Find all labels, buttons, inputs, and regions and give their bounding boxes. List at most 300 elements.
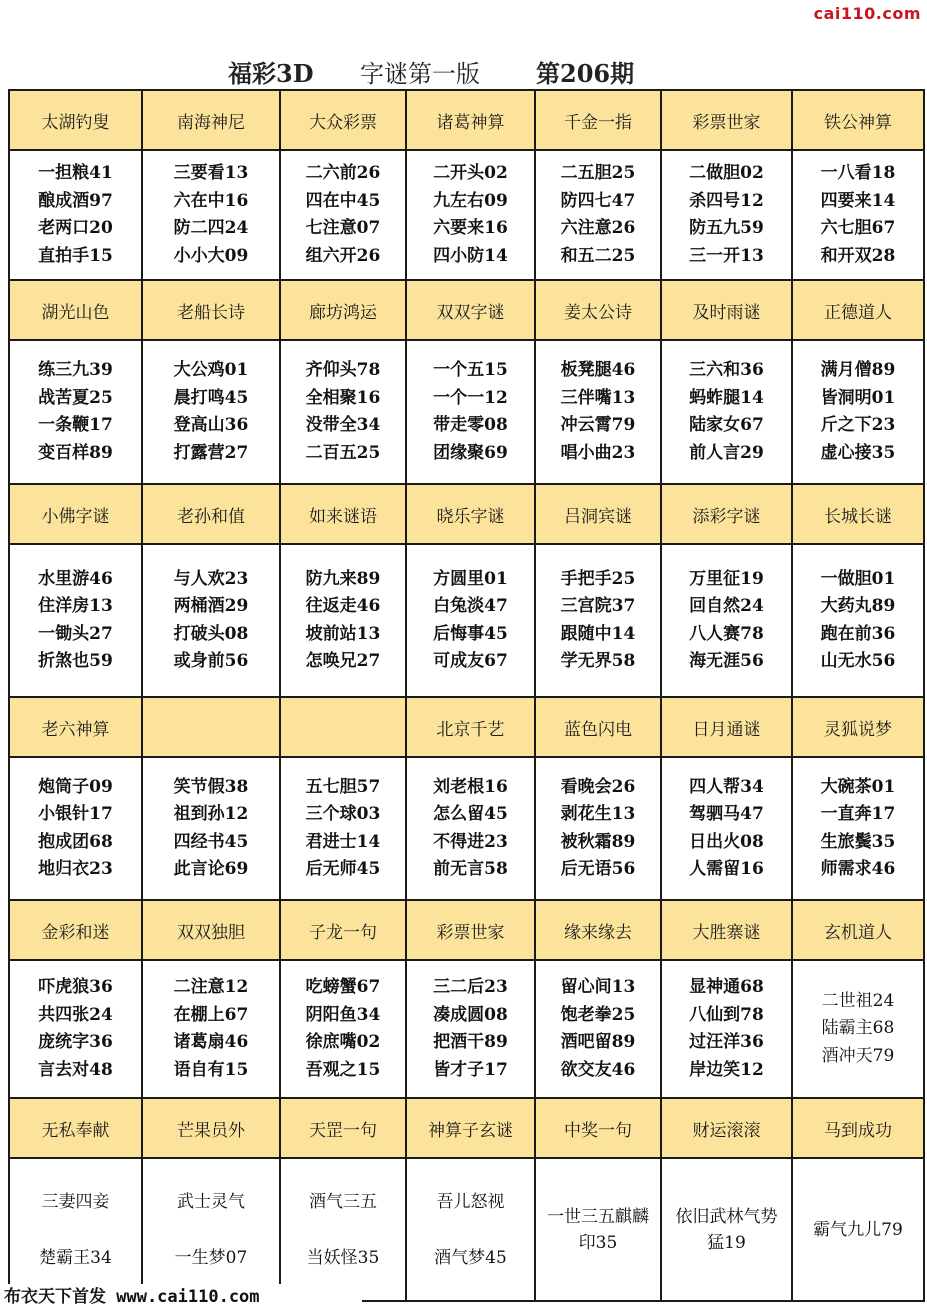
riddle-cell [280, 757, 406, 900]
riddle-cell [535, 1158, 661, 1301]
riddle-line: 打露营27 [173, 442, 249, 463]
riddle-cell [9, 1158, 142, 1301]
riddle-line: 万里征19 [689, 568, 764, 589]
riddle-lines [281, 357, 405, 467]
riddle-line: 变百样89 [38, 442, 113, 463]
riddle-line: 和开双28 [820, 245, 896, 266]
section-header-cell [142, 90, 280, 150]
riddle-lines [281, 566, 405, 676]
riddle-lines [10, 774, 141, 884]
riddle-line: 七注意07 [305, 218, 381, 238]
section-header-cell [661, 900, 792, 960]
riddle-line: 剥花生13 [560, 804, 636, 824]
riddle-line: 酒气梦45 [434, 1247, 507, 1268]
expert-name: 大众彩票 [309, 112, 377, 133]
riddle-cell [661, 960, 792, 1098]
riddle-line: 板凳腿46 [560, 360, 636, 380]
riddle-line: 三宫院37 [560, 596, 636, 616]
riddle-line: 显神通68 [689, 977, 764, 997]
riddle-line: 六要来16 [433, 218, 508, 238]
riddle-lines [793, 357, 923, 467]
riddle-cell [792, 960, 924, 1098]
riddle-line: 陆家女67 [689, 415, 764, 435]
riddle-lines [407, 1174, 534, 1286]
riddle-line: 二开头02 [433, 163, 508, 183]
riddle-line: 酒吧留89 [560, 1032, 636, 1052]
riddle-line: 皆洞明01 [820, 387, 896, 408]
section-header-cell [792, 697, 924, 757]
riddle-line: 共四张24 [38, 1004, 113, 1025]
section-body-row [9, 150, 924, 280]
riddle-line: 八人赛78 [689, 623, 764, 644]
riddle-lines [662, 1204, 791, 1256]
section-body-row [9, 1158, 924, 1301]
section-header-cell [535, 1098, 661, 1158]
riddle-cell [535, 340, 661, 484]
riddle-line: 后无师45 [305, 859, 381, 879]
riddle-line: 登高山36 [173, 415, 249, 435]
riddle-cell [9, 960, 142, 1098]
expert-name: 诸葛神算 [436, 112, 505, 133]
riddle-line: 君进士14 [305, 831, 381, 852]
riddle-line: 皆才子17 [433, 1059, 508, 1080]
riddle-line: 唱小曲23 [560, 442, 636, 463]
riddle-line: 或身前56 [173, 651, 249, 671]
riddle-line: 一锄头27 [38, 623, 113, 644]
section-header-row [9, 900, 924, 960]
riddle-line: 阴阳鱼34 [305, 1004, 381, 1025]
expert-name: 添彩字谜 [692, 506, 761, 527]
riddle-line: 冲云霄79 [560, 415, 636, 435]
footer-credit: 布衣天下首发 www.cai110.com [0, 1284, 364, 1310]
riddle-line: 当妖怪35 [306, 1247, 380, 1268]
riddle-line: 和五二25 [560, 245, 636, 266]
riddle-line: 六在中16 [173, 190, 249, 211]
expert-name: 金彩和迷 [41, 922, 110, 943]
riddle-line: 前人言29 [689, 442, 764, 463]
riddle-cell [661, 340, 792, 484]
riddle-lines [407, 566, 534, 676]
riddle-cell [406, 544, 535, 697]
site-logo[interactable]: cai110.com [813, 4, 921, 23]
riddle-line: 满月僧89 [820, 360, 896, 380]
riddle-lines [662, 160, 791, 270]
riddle-line: 炮筒子09 [38, 776, 113, 797]
expert-name: 姜太公诗 [564, 302, 632, 323]
riddle-cell [661, 1158, 792, 1301]
riddle-line: 全相聚16 [305, 387, 381, 408]
expert-name: 彩票世家 [692, 112, 761, 133]
riddle-line: 大药丸89 [820, 596, 896, 616]
riddle-line: 二世祖24 [821, 990, 895, 1011]
riddle-line: 斤之下23 [820, 415, 896, 435]
riddle-line: 老两口20 [38, 218, 113, 238]
riddle-line: 吾儿怒视 [436, 1191, 505, 1212]
riddle-line: 六七胆67 [820, 218, 896, 238]
expert-name: 日月通谜 [692, 719, 761, 740]
riddle-line: 一个一12 [433, 387, 508, 408]
section-header-cell [280, 1098, 406, 1158]
riddle-line: 四小防14 [433, 245, 508, 266]
section-header-cell [406, 697, 535, 757]
riddle-line: 防四七47 [560, 190, 636, 211]
riddle-lines [407, 974, 534, 1084]
expert-name: 及时雨谜 [692, 302, 761, 323]
riddle-line: 方圆里01 [433, 568, 508, 589]
riddle-line: 防五九59 [689, 218, 764, 238]
section-header-cell [535, 697, 661, 757]
riddle-lines [281, 1174, 405, 1286]
riddle-line: 与人欢23 [173, 568, 249, 589]
expert-name: 蓝色闪电 [564, 719, 632, 740]
riddle-line: 晨打鸣45 [173, 387, 249, 408]
section-header-cell [280, 90, 406, 150]
riddle-line: 留心间13 [560, 977, 636, 997]
riddle-cell [280, 1158, 406, 1301]
section-body-row [9, 757, 924, 900]
riddle-cell [406, 960, 535, 1098]
section-header-cell [142, 280, 280, 340]
riddle-lines [10, 160, 141, 270]
riddle-line: 后无语56 [560, 859, 636, 879]
riddle-line: 刘老根16 [433, 776, 508, 797]
section-header-cell [535, 900, 661, 960]
section-header-cell [142, 697, 280, 757]
riddle-lines [143, 1174, 279, 1286]
section-header-row [9, 280, 924, 340]
riddle-line: 没带全34 [305, 415, 381, 435]
section-header-cell [406, 484, 535, 544]
riddle-cell [280, 340, 406, 484]
riddle-line: 八仙到78 [689, 1004, 764, 1025]
riddle-lines [536, 160, 660, 270]
riddle-lines [143, 974, 279, 1084]
riddle-line: 此言论69 [173, 859, 249, 879]
section-header-cell [280, 280, 406, 340]
section-header-cell [9, 280, 142, 340]
expert-name: 彩票世家 [436, 922, 505, 943]
riddle-line: 吃螃蟹67 [305, 977, 381, 997]
riddle-cell [142, 757, 280, 900]
riddle-cell [142, 340, 280, 484]
riddle-cell [406, 150, 535, 280]
riddle-lines [793, 160, 923, 270]
expert-name: 南海神尼 [177, 112, 245, 133]
riddle-cell [280, 150, 406, 280]
expert-name: 缘来缘去 [564, 922, 632, 943]
expert-name: 廊坊鸿运 [309, 302, 377, 323]
riddle-line: 霸气九儿79 [813, 1219, 903, 1240]
section-header-cell [9, 90, 142, 150]
riddle-line: 团缘聚69 [433, 442, 508, 463]
section-header-cell [661, 697, 792, 757]
riddle-line: 祖到孙12 [173, 804, 249, 824]
riddle-line: 往返走46 [305, 596, 381, 616]
riddle-line: 学无界58 [560, 651, 636, 671]
riddle-line: 生旅鬓35 [820, 831, 896, 852]
section-header-cell [535, 280, 661, 340]
riddle-line: 地归衣23 [38, 859, 113, 879]
riddle-lines [407, 357, 534, 467]
riddle-cell [142, 150, 280, 280]
section-header-cell [9, 900, 142, 960]
riddle-line: 回自然24 [689, 596, 764, 616]
riddle-cell [535, 150, 661, 280]
riddle-line: 虚心接35 [820, 442, 896, 463]
riddle-cell [142, 544, 280, 697]
riddle-lines [662, 566, 791, 676]
riddle-line: 陆霸主68 [821, 1018, 895, 1039]
riddle-lines [793, 774, 923, 884]
riddle-line: 把酒干89 [433, 1032, 508, 1052]
riddle-lines [281, 774, 405, 884]
section-body-row [9, 340, 924, 484]
riddle-lines [793, 566, 923, 676]
riddle-cell [142, 1158, 280, 1301]
riddle-line: 被秋霜89 [560, 831, 636, 852]
riddle-line: 笑节假38 [173, 776, 249, 797]
riddle-line: 战苦夏25 [38, 387, 113, 408]
expert-name: 老船长诗 [177, 302, 245, 323]
riddle-line: 凑成圆08 [433, 1004, 508, 1025]
riddle-line: 跟随中14 [560, 623, 636, 644]
section-header-row [9, 1098, 924, 1158]
section-header-row [9, 484, 924, 544]
section-header-cell [661, 484, 792, 544]
riddle-line: 后悔事45 [433, 623, 508, 644]
expert-name: 灵狐说梦 [824, 719, 892, 740]
title-name: 字谜第一版 [360, 60, 480, 88]
expert-name: 吕洞宾谜 [564, 506, 632, 527]
riddle-line: 不得进23 [433, 831, 508, 852]
expert-name: 芒果员外 [177, 1120, 245, 1141]
riddle-lines [10, 566, 141, 676]
footer-rule [362, 1300, 922, 1302]
riddle-line: 五七胆57 [305, 776, 381, 797]
riddle-cell [535, 757, 661, 900]
riddle-line: 三个球03 [305, 804, 381, 824]
riddle-cell [661, 150, 792, 280]
riddle-line: 过汪洋36 [689, 1032, 764, 1052]
riddle-lines [281, 974, 405, 1084]
riddle-line: 一世三五麒麟印35 [547, 1206, 649, 1253]
riddle-line: 坡前站13 [305, 623, 381, 644]
riddle-line: 小小大09 [173, 245, 249, 266]
riddle-line: 二注意12 [173, 977, 249, 997]
riddle-lines [10, 357, 141, 467]
riddle-line: 驾驷马47 [689, 804, 764, 824]
riddle-line: 水里游46 [38, 568, 113, 589]
riddle-cell [661, 757, 792, 900]
riddle-lines [536, 974, 660, 1084]
riddle-line: 怎唤兄27 [305, 651, 381, 671]
riddle-lines [143, 160, 279, 270]
expert-name: 北京千艺 [436, 719, 505, 740]
section-header-cell [792, 280, 924, 340]
riddle-line: 日出火08 [689, 831, 764, 852]
riddle-line: 跑在前36 [820, 623, 896, 644]
riddle-cell [9, 544, 142, 697]
riddle-line: 怎么留45 [433, 804, 508, 824]
riddle-cell [535, 544, 661, 697]
riddle-line: 前无言58 [433, 859, 508, 879]
riddle-cell [9, 340, 142, 484]
riddle-line: 三伴嘴13 [560, 387, 636, 408]
riddle-lines [143, 566, 279, 676]
riddle-lines [10, 974, 141, 1084]
riddle-cell [280, 960, 406, 1098]
riddle-cell [406, 340, 535, 484]
riddle-cell [661, 544, 792, 697]
riddle-line: 语自有15 [173, 1059, 249, 1080]
riddle-cell [406, 1158, 535, 1301]
expert-name: 小佛字谜 [41, 506, 110, 527]
riddle-line: 三二后23 [433, 977, 508, 997]
riddle-line: 看晚会26 [560, 776, 636, 797]
riddle-lines [10, 1174, 141, 1286]
riddle-line: 楚霸王34 [39, 1247, 112, 1268]
riddle-line: 徐庶嘴02 [305, 1032, 381, 1052]
expert-name: 无私奉献 [41, 1120, 110, 1141]
riddle-line: 三六和36 [689, 360, 764, 380]
section-header-cell [142, 900, 280, 960]
section-header-cell [661, 90, 792, 150]
section-header-cell [661, 1098, 792, 1158]
riddle-line: 六注意26 [560, 218, 636, 238]
riddle-cell [792, 544, 924, 697]
riddle-line: 组六开26 [305, 245, 381, 266]
riddle-line: 四经书45 [173, 831, 249, 852]
riddle-line: 师需求46 [820, 859, 896, 879]
riddle-line: 岸边笑12 [689, 1059, 764, 1080]
expert-name: 财运滚滚 [692, 1120, 761, 1141]
section-header-cell [142, 1098, 280, 1158]
expert-name: 太湖钓叟 [41, 112, 110, 133]
section-header-cell [661, 280, 792, 340]
riddle-line: 饱老拳25 [560, 1004, 636, 1025]
riddle-line: 酿成酒97 [38, 190, 113, 211]
section-header-cell [406, 280, 535, 340]
riddle-line: 三妻四妾 [41, 1191, 110, 1212]
title-brand: 福彩3D [228, 59, 314, 88]
riddle-lines [536, 357, 660, 467]
riddle-line: 二百五25 [305, 442, 381, 463]
section-header-cell [406, 1098, 535, 1158]
riddle-line: 欲交友46 [560, 1059, 636, 1080]
expert-name: 神算子玄谜 [428, 1120, 513, 1141]
riddle-lines [536, 566, 660, 676]
section-header-cell [9, 697, 142, 757]
riddle-line: 带走零08 [433, 415, 508, 435]
section-header-cell [280, 697, 406, 757]
riddle-line: 人需留16 [689, 859, 764, 879]
section-header-cell [792, 90, 924, 150]
riddle-line: 手把手25 [560, 568, 636, 589]
riddle-cell [792, 340, 924, 484]
section-header-row [9, 697, 924, 757]
riddle-line: 折煞也59 [38, 651, 113, 671]
section-header-cell [792, 484, 924, 544]
section-header-cell [9, 484, 142, 544]
riddle-lines [662, 357, 791, 467]
expert-name: 铁公神算 [824, 112, 892, 133]
riddle-line: 三要看13 [173, 163, 249, 183]
riddle-line: 二六前26 [305, 163, 381, 183]
section-header-cell [406, 90, 535, 150]
riddle-line: 白兔淡47 [433, 596, 508, 616]
expert-name: 玄机道人 [824, 922, 892, 943]
riddle-line: 防二四24 [173, 218, 249, 238]
expert-name: 双双字谜 [436, 302, 505, 323]
riddle-line: 九左右09 [433, 190, 508, 211]
expert-name: 如来谜语 [309, 506, 377, 527]
riddle-cell [406, 757, 535, 900]
riddle-lines [662, 974, 791, 1084]
riddle-lines [793, 988, 923, 1071]
riddle-line: 小银针17 [38, 804, 113, 824]
riddle-cell [142, 960, 280, 1098]
riddle-lines [407, 774, 534, 884]
section-header-cell [9, 1098, 142, 1158]
riddle-line: 大碗茶01 [820, 776, 896, 797]
riddle-line: 诸葛扇46 [173, 1032, 249, 1052]
riddle-line: 蚂蚱腿14 [689, 387, 764, 408]
riddle-lines [143, 357, 279, 467]
section-header-cell [142, 484, 280, 544]
riddle-line: 一担粮41 [38, 163, 113, 183]
riddle-line: 直拍手15 [38, 245, 113, 266]
section-header-cell [406, 900, 535, 960]
riddle-line: 山无水56 [820, 651, 896, 671]
riddle-line: 一八看18 [820, 163, 896, 183]
expert-name: 大胜寨谜 [692, 922, 761, 943]
riddle-line: 酒冲天79 [821, 1045, 895, 1066]
riddle-line: 海无涯56 [689, 651, 764, 671]
riddle-line: 抱成团68 [38, 831, 113, 852]
riddle-line: 打破头08 [173, 623, 249, 644]
expert-name: 晓乐字谜 [436, 506, 505, 527]
section-header-cell [280, 484, 406, 544]
riddle-line: 杀四号12 [689, 190, 764, 211]
expert-name: 正德道人 [824, 302, 892, 323]
riddle-line: 一生梦07 [174, 1247, 248, 1268]
riddle-line: 大公鸡01 [173, 360, 249, 380]
riddle-line: 齐仰头78 [305, 360, 381, 380]
expert-name: 马到成功 [824, 1120, 892, 1141]
expert-name: 老六神算 [41, 719, 110, 740]
expert-name: 湖光山色 [41, 302, 110, 323]
riddle-line: 四要来14 [820, 190, 896, 211]
riddle-line: 练三九39 [38, 360, 113, 380]
expert-name: 中奖一句 [564, 1120, 632, 1141]
riddle-line: 一个五15 [433, 360, 508, 380]
riddle-cell [792, 757, 924, 900]
riddle-line: 吾观之15 [305, 1059, 381, 1080]
riddle-cell [9, 757, 142, 900]
section-header-cell [535, 90, 661, 150]
riddle-grid [8, 89, 925, 1302]
expert-name: 子龙一句 [309, 922, 377, 943]
riddle-line: 住洋房13 [38, 596, 113, 616]
riddle-cell [280, 544, 406, 697]
expert-name: 千金一指 [564, 112, 632, 133]
riddle-lines [536, 1204, 660, 1256]
riddle-line: 言去对48 [38, 1059, 113, 1080]
riddle-line: 酒气三五 [309, 1191, 377, 1212]
riddle-line: 一直奔17 [820, 804, 896, 824]
riddle-line: 二做胆02 [689, 163, 764, 183]
riddle-line: 二五胆25 [560, 163, 636, 183]
